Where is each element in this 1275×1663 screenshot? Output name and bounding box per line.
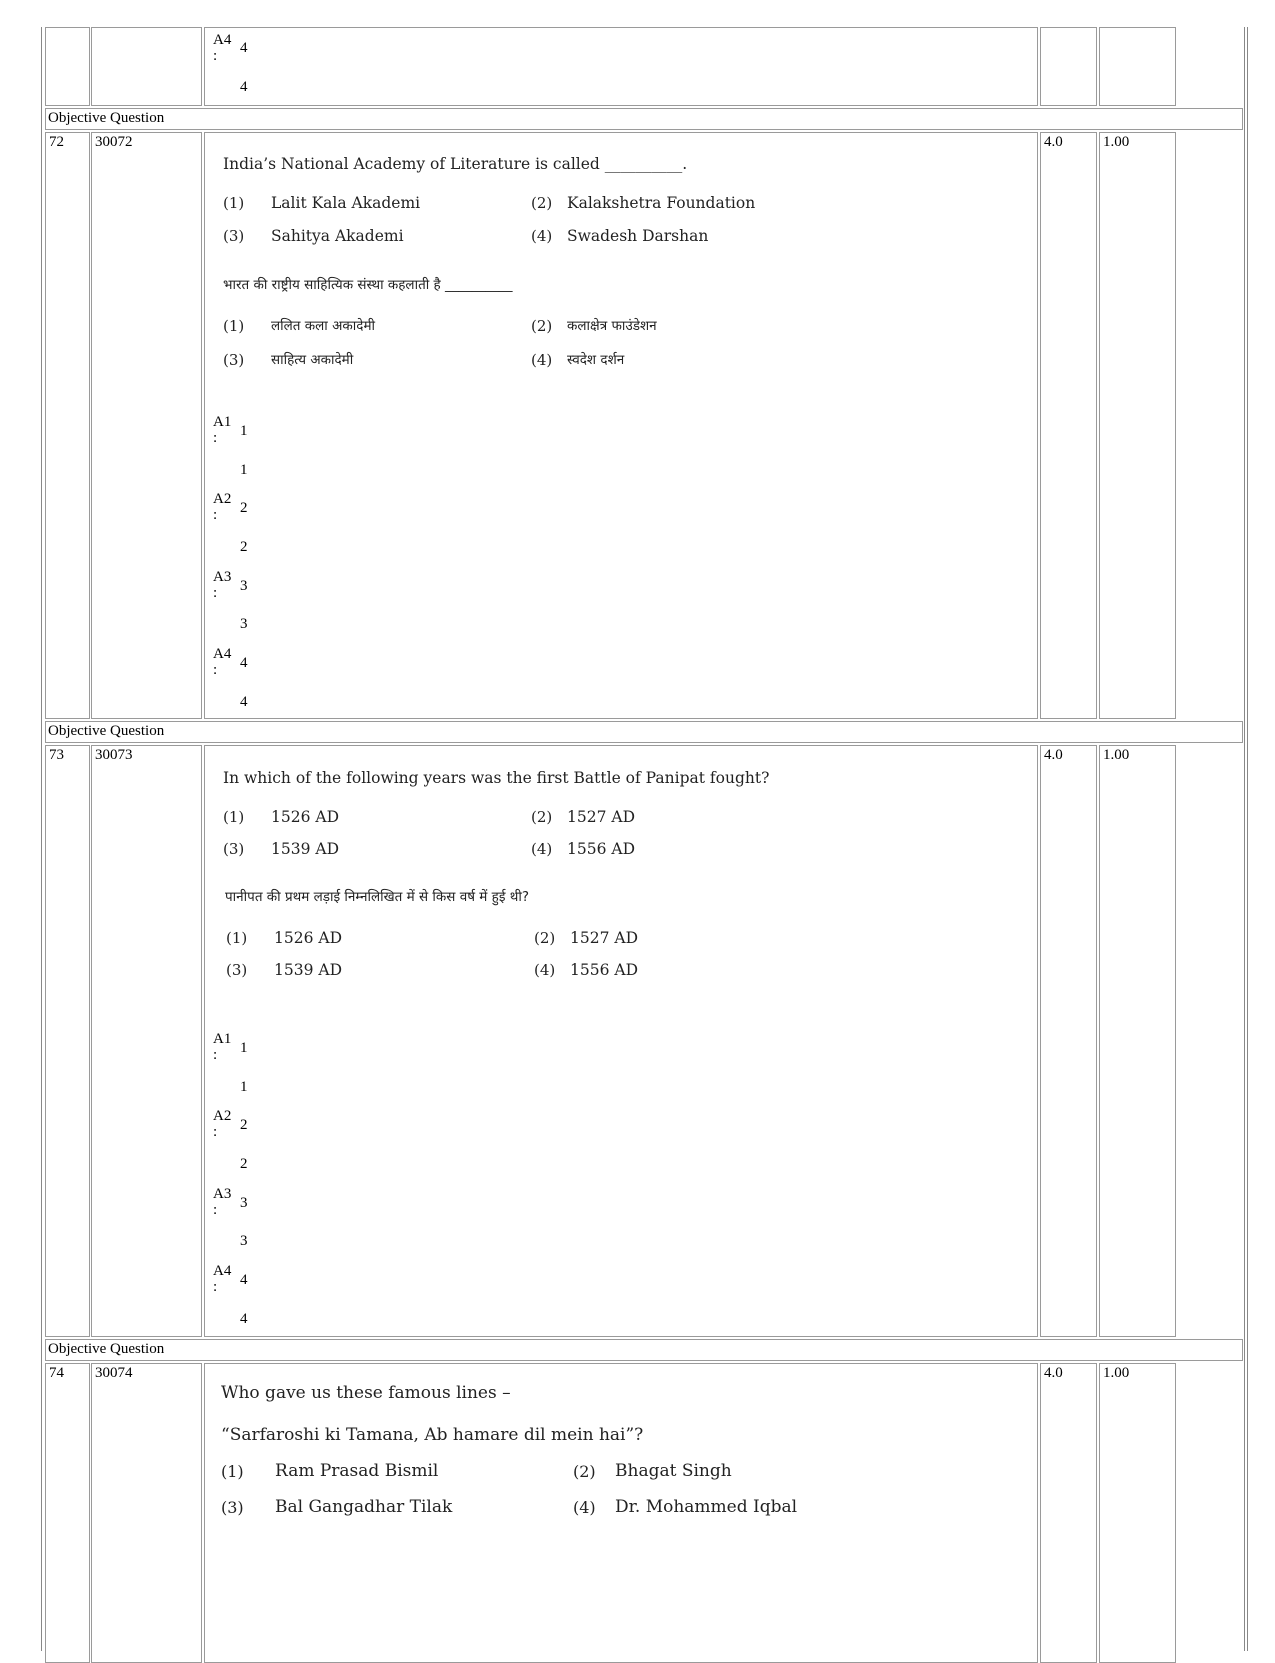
answer-label: A3 : (213, 1186, 232, 1218)
answer-value: 2 (240, 1117, 248, 1133)
answer-label: A2 : (213, 1108, 232, 1140)
sno-cell: 72 (45, 132, 90, 719)
answer-value: 1 (240, 423, 248, 439)
question-text-hi: भारत की राष्ट्रीय साहित्यिक संस्था कहलाती है __________ (223, 277, 513, 293)
section-banner: Objective Question (45, 108, 1243, 130)
question-text-en-line2: “Sarfaroshi ki Tamana, Ab hamare dil mein hai”? (221, 1425, 644, 1445)
option-text: कलाक्षेत्र फाउंडेशन (567, 318, 657, 334)
option-number: (2) (531, 194, 553, 212)
qid-cell: 30072 (91, 132, 202, 719)
option-number: (1) (221, 1462, 244, 1481)
answer-value-repeat: 4 (240, 79, 248, 95)
option-number: (1) (226, 929, 248, 947)
option-text: साहित्य अकादेमी (271, 352, 354, 368)
answer-label: A4 : (213, 1263, 232, 1295)
option-text: Kalakshetra Foundation (567, 194, 756, 212)
option-text: 1539 AD (274, 961, 342, 979)
option-number: (3) (226, 961, 248, 979)
answer-value: 3 (240, 1195, 248, 1211)
option-number: (4) (534, 961, 556, 979)
negative-cell: 1.00 (1099, 1363, 1176, 1663)
option-number: (3) (223, 840, 245, 858)
option-number: (4) (531, 351, 553, 369)
option-text: Sahitya Akademi (271, 227, 404, 245)
option-number: (4) (573, 1498, 596, 1517)
question-text-en: In which of the following years was the first Battle of Panipat fought? (223, 769, 770, 787)
option-text: 1556 AD (567, 840, 635, 858)
qid-cell: 30073 (91, 745, 202, 1337)
question-text-en: India’s National Academy of Literature is called __________. (223, 155, 688, 173)
answer-label: A2 : (213, 491, 232, 523)
question-cell (204, 132, 1038, 719)
answer-value: 4 (240, 655, 248, 671)
option-number: (2) (531, 317, 553, 335)
answer-label: A3 : (213, 569, 232, 601)
negative-cell (1099, 27, 1176, 106)
answer-value-repeat: 3 (240, 616, 248, 632)
section-banner: Objective Question (45, 1339, 1243, 1361)
negative-cell: 1.00 (1099, 745, 1176, 1337)
option-text: Bal Gangadhar Tilak (275, 1497, 453, 1517)
answer-value: 4 (240, 1272, 248, 1288)
option-text: Ram Prasad Bismil (275, 1461, 439, 1481)
option-number: (1) (223, 317, 245, 335)
option-number: (4) (531, 227, 553, 245)
answer-value-repeat: 2 (240, 539, 248, 555)
answer-value: 4 (240, 40, 248, 56)
sno-cell: 74 (45, 1363, 90, 1663)
option-number: (2) (573, 1462, 596, 1481)
option-number: (3) (223, 351, 245, 369)
marks-cell: 4.0 (1040, 1363, 1097, 1663)
answer-value-repeat: 3 (240, 1233, 248, 1249)
answer-value-repeat: 1 (240, 1079, 248, 1095)
answer-value-repeat: 4 (240, 694, 248, 710)
option-text: Lalit Kala Akademi (271, 194, 421, 212)
answer-value-repeat: 4 (240, 1311, 248, 1327)
option-number: (2) (531, 808, 553, 826)
question-text-hi: पानीपत की प्रथम लड़ाई निम्नलिखित में से किस वर्ष में हुई थी? (225, 889, 530, 905)
question-cell (204, 745, 1038, 1337)
option-text: 1556 AD (570, 961, 638, 979)
marks-cell (1040, 27, 1097, 106)
option-text: 1527 AD (570, 929, 638, 947)
answer-value: 2 (240, 500, 248, 516)
marks-cell: 4.0 (1040, 132, 1097, 719)
option-text: 1526 AD (271, 808, 339, 826)
option-text: Bhagat Singh (615, 1461, 732, 1481)
qid-cell (91, 27, 202, 106)
option-text: 1539 AD (271, 840, 339, 858)
answer-value-repeat: 2 (240, 1156, 248, 1172)
option-text: ललित कला अकादेमी (271, 318, 376, 334)
answer-value-repeat: 1 (240, 462, 248, 478)
answer-value: 1 (240, 1040, 248, 1056)
marks-cell: 4.0 (1040, 745, 1097, 1337)
option-number: (3) (221, 1498, 244, 1517)
section-banner: Objective Question (45, 721, 1243, 743)
option-number: (1) (223, 808, 245, 826)
answer-label: A1 : (213, 414, 232, 446)
answer-label: A4 : (213, 646, 232, 678)
option-number: (4) (531, 840, 553, 858)
option-text: Dr. Mohammed Iqbal (615, 1497, 798, 1517)
option-number: (1) (223, 194, 245, 212)
negative-cell: 1.00 (1099, 132, 1176, 719)
answer-value: 3 (240, 578, 248, 594)
table-left-border (41, 27, 42, 1651)
sno-cell: 73 (45, 745, 90, 1337)
table-right-border (1244, 27, 1248, 1651)
qid-cell: 30074 (91, 1363, 202, 1663)
question-cell (204, 27, 1038, 106)
option-number: (2) (534, 929, 556, 947)
answer-label: A4 : (213, 32, 232, 64)
question-cell (204, 1363, 1038, 1663)
option-text: Swadesh Darshan (567, 227, 709, 245)
answer-label: A1 : (213, 1031, 232, 1063)
option-text: 1527 AD (567, 808, 635, 826)
option-text: स्वदेश दर्शन (567, 352, 625, 368)
sno-cell (45, 27, 90, 106)
option-number: (3) (223, 227, 245, 245)
question-text-en: Who gave us these famous lines – (221, 1383, 511, 1403)
option-text: 1526 AD (274, 929, 342, 947)
